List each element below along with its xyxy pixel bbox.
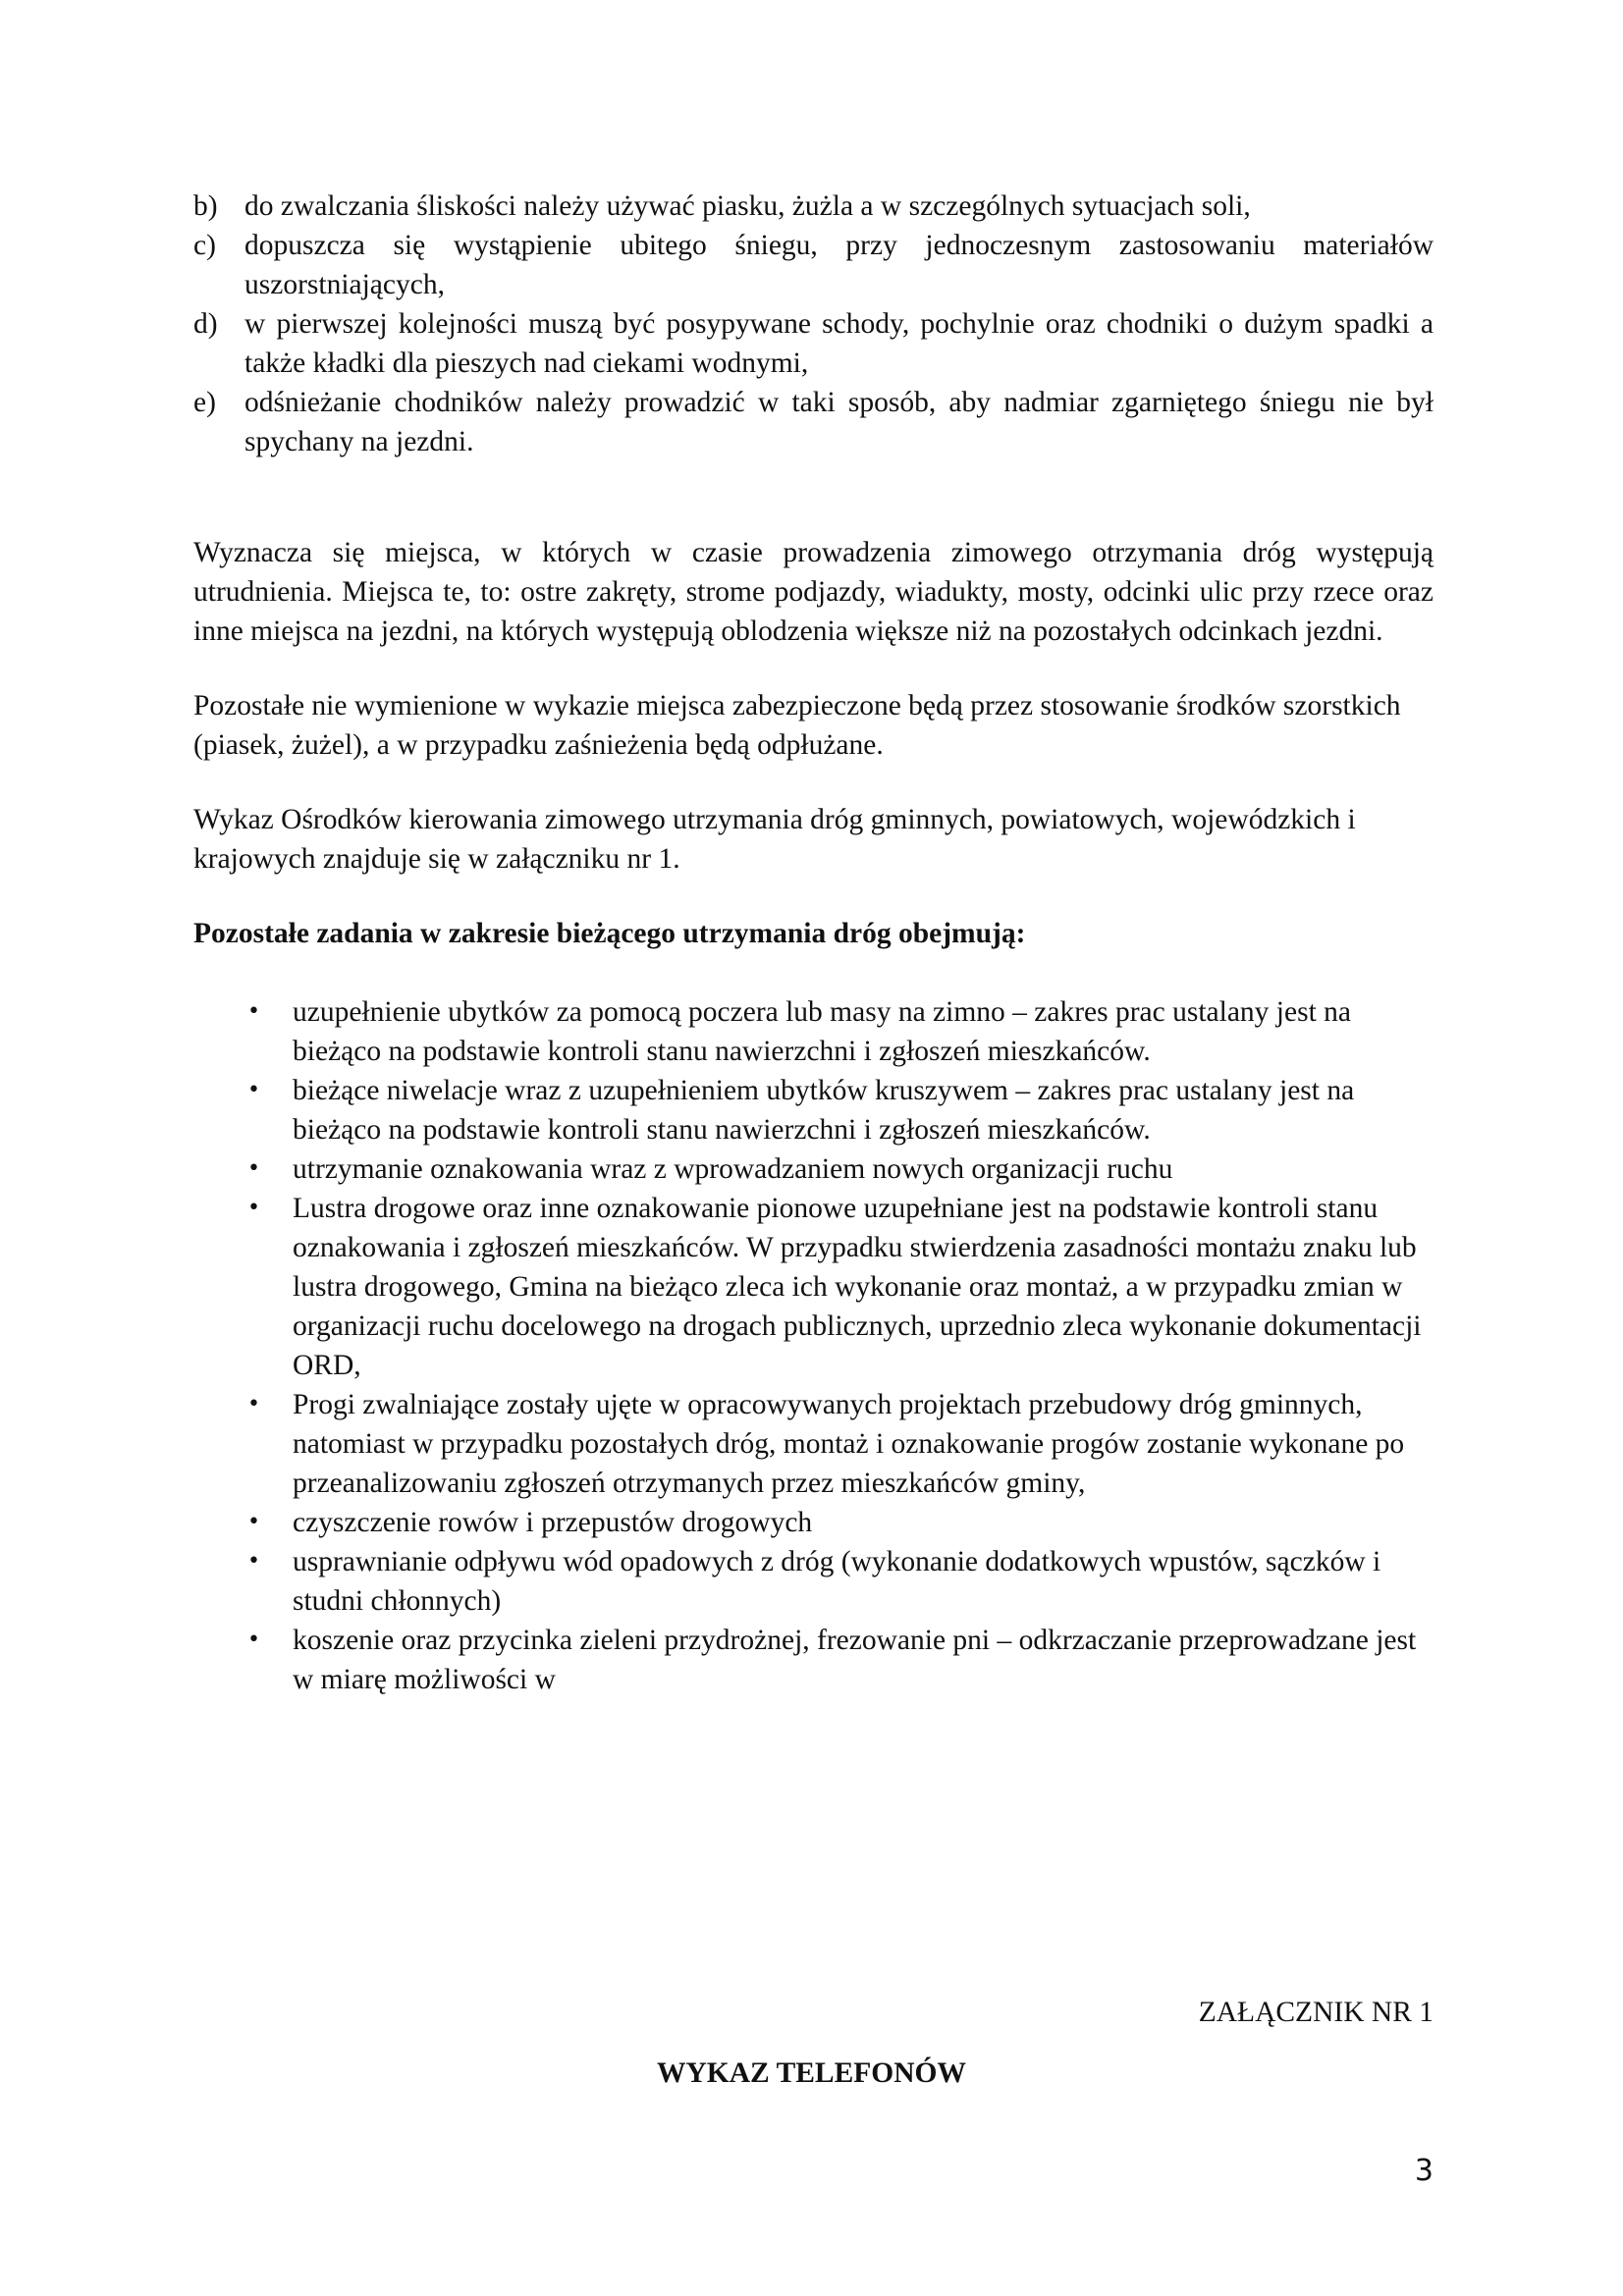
tasks-list	[193, 992, 1434, 1699]
list-item-text: czyszczenie rowów i przepustów drogowych	[293, 1507, 813, 1538]
bullet-icon: •	[247, 1392, 260, 1416]
list-item	[193, 1071, 1434, 1149]
list-item	[193, 383, 1434, 461]
annex-label: ZAŁĄCZNIK NR 1	[1198, 1997, 1434, 2028]
list-item-letter: d)	[193, 308, 218, 340]
bullet-icon: •	[247, 1078, 260, 1102]
bullet-icon: •	[247, 1510, 260, 1534]
list-item-letter: b)	[193, 190, 218, 222]
list-item-text: bieżące niwelacje wraz z uzupełnieniem ubytków kruszywem – zakres prac ustalany jest na bieżąco na podstawie kontroli stanu nawierzchni i zgłoszeń mieszkańców.	[293, 1075, 1355, 1146]
bullet-icon: •	[247, 1628, 260, 1652]
list-item-text: odśnieżanie chodników należy prowadzić w taki sposób, aby nadmiar zgarniętego śniegu nie był spychany na jezdni.	[244, 387, 1434, 457]
paragraph-other-places: Pozostałe nie wymienione w wykazie miejsca zabezpieczone będą przez stosowanie środków szorstkich (piasek, żużel), a w przypadku zaśnieżenia będą odpłużane.	[193, 690, 1401, 761]
list-item	[193, 1149, 1434, 1189]
list-item-text: Lustra drogowe oraz inne oznakowanie pionowe uzupełniane jest na podstawie kontroli stanu oznakowania i zgłoszeń mieszkańców. W przypadku stwierdzenia zasadności montażu znaku lub lustra drogowego, Gmina na bieżąco zleca ich wykonanie oraz montaż, a w przypadku zmian w organizacji ruchu docelowego na drogach publicznych, uprzednio zleca wykonanie dokumentacji ORD,	[293, 1193, 1422, 1381]
list-item-letter: c)	[193, 230, 216, 261]
list-item	[193, 304, 1434, 383]
page-number: 3	[1414, 2154, 1434, 2188]
list-item	[193, 226, 1434, 304]
list-item-text: utrzymanie oznakowania wraz z wprowadzaniem nowych organizacji ruchu	[293, 1153, 1173, 1185]
list-item	[193, 992, 1434, 1071]
list-item-text: koszenie oraz przycinka zieleni przydrożnej, frezowanie pni – odkrzaczanie przeprowadzane jest w miarę możliwości w	[293, 1625, 1417, 1695]
list-item	[193, 1189, 1434, 1385]
list-item-text: do zwalczania śliskości należy używać piasku, żużla a w szczególnych sytuacjach soli,	[244, 190, 1251, 222]
bullet-icon: •	[247, 1196, 260, 1220]
paragraph-difficult-places: Wyznacza się miejsca, w których w czasie prowadzenia zimowego otrzymania dróg występują utrudnienia. Miejsca te, to: ostre zakręty, strome podjazdy, wiadukty, mosty, odcinki ulic przy rzece oraz inne miejsca na jezdni, na których występują oblodzenia większe niż na pozostałych odcinkach jezdni.	[193, 537, 1434, 647]
tasks-heading: Pozostałe zadania w zakresie bieżącego utrzymania dróg obejmują:	[193, 918, 1026, 949]
list-item-text: uzupełnienie ubytków za pomocą poczera lub masy na zimno – zakres prac ustalany jest na bieżąco na podstawie kontroli stanu nawierzchni i zgłoszeń mieszkańców.	[293, 996, 1351, 1067]
page-body	[193, 187, 1434, 1699]
list-item	[193, 1621, 1434, 1699]
list-item-text: usprawnianie odpływu wód opadowych z dróg (wykonanie dodatkowych wpustów, sączków i studni chłonnych)	[293, 1546, 1381, 1617]
list-item	[193, 1385, 1434, 1503]
list-item-text: dopuszcza się wystąpienie ubitego śniegu, przy jednoczesnym zastosowaniu materiałów uszorstniających,	[244, 230, 1434, 300]
list-item-text: w pierwszej kolejności muszą być posypywane schody, pochylnie oraz chodniki o dużym spadki a także kładki dla pieszych nad ciekami wodnymi,	[244, 308, 1434, 379]
list-item	[193, 187, 1434, 226]
list-item	[193, 1503, 1434, 1542]
bullet-icon: •	[247, 999, 260, 1024]
list-item-text: Progi zwalniające zostały ujęte w opracowywanych projektach przebudowy dróg gminnych, natomiast w przypadku pozostałych dróg, montaż i oznakowanie progów zostanie wykonane po przeanalizowaniu zgłoszeń otrzymanych przez mieszkańców gminy,	[293, 1389, 1405, 1499]
lettered-list	[193, 187, 1434, 461]
bullet-icon: •	[247, 1156, 260, 1181]
annex-title: WYKAZ TELEFONÓW	[657, 2057, 966, 2089]
list-item-letter: e)	[193, 387, 216, 418]
paragraph-centers-list: Wykaz Ośrodków kierowania zimowego utrzymania dróg gminnych, powiatowych, wojewódzkich i krajowych znajduje się w załączniku nr 1.	[193, 804, 1356, 875]
bullet-icon: •	[247, 1549, 260, 1574]
list-item	[193, 1542, 1434, 1621]
